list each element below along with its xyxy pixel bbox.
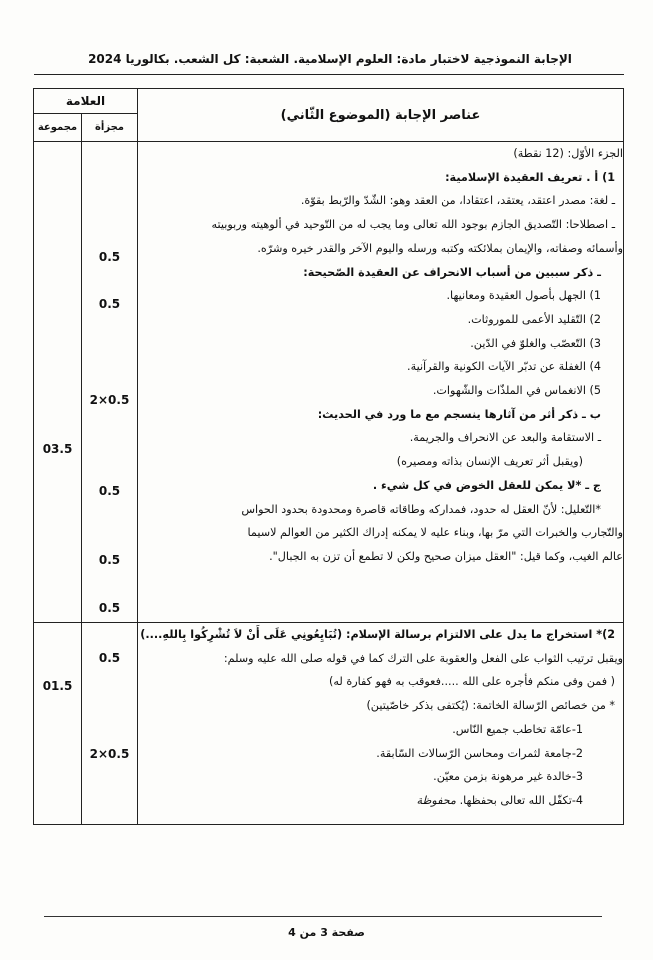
grade-header: العلامة bbox=[34, 89, 138, 114]
def-lang: ـ لغة: مصدر اعتقد، يعتقد، اعتقادا، من العقد وهو: الشّدّ والرّبط بقوّة. bbox=[300, 194, 615, 208]
mark: 2×0.5 bbox=[89, 747, 130, 761]
section1-content bbox=[138, 142, 624, 623]
answer-table bbox=[33, 88, 624, 825]
part-title: الجزء الأوّل: (12 نقطة) bbox=[513, 147, 623, 160]
handwritten-note: محفوظة bbox=[416, 793, 457, 807]
section2-partial-marks bbox=[82, 623, 138, 825]
footer-divider bbox=[44, 916, 602, 917]
section1-total bbox=[34, 142, 82, 623]
def-term-cont: وأسمائه وصفاته، والإيمان بملائكته وكتبه ورسله واليوم الآخر والقدر خيره وشرّه. bbox=[257, 241, 623, 255]
cause-1: 1) الجهل بأصول العقيدة ومعانيها. bbox=[446, 289, 601, 303]
section1-partial-marks bbox=[82, 142, 138, 623]
total-header: مجموعة bbox=[34, 114, 82, 142]
feature-4 bbox=[138, 789, 623, 813]
cause-4: 4) الغفلة عن تدبّر الآيات الكونية والقرآنية. bbox=[407, 360, 601, 374]
def-term: ـ اصطلاحا: التّصديق الجازم بوجود الله تعالى وما يجب له من التّوحيد في ألوهيته وربوبيته bbox=[211, 218, 615, 232]
mark: 0.5 bbox=[98, 297, 121, 311]
header-divider bbox=[34, 74, 624, 75]
section2-total bbox=[34, 623, 82, 825]
effect-1: ـ الاستقامة والبعد عن الانحراف والجريمة. bbox=[409, 431, 601, 445]
q2-title: 2)* استخراج ما يدل على الالتزام برسالة الإسلام: (تُبَايِعُونِي عَلَى أَنْ لاَ تُشْرِكُوا بِاللهِ....) bbox=[140, 628, 615, 641]
q1c-title: ج ـ *لا يمكن للعقل الخوض في كل شيء . bbox=[372, 478, 601, 492]
mark: 0.5 bbox=[98, 553, 121, 567]
q1a-title: 1) أ . تعريف العقيدة الإسلامية: bbox=[445, 170, 615, 184]
cause-3: 3) التّعصّب والغلوّ في الدّين. bbox=[470, 336, 601, 350]
cause-5: 5) الانغماس في الملذّات والشّهوات. bbox=[432, 384, 601, 398]
q2-alt: ويقبل ترتيب الثواب على الفعل والعقوبة على الترك كما في قوله صلى الله عليه وسلم: bbox=[223, 651, 623, 665]
mark: 0.5 bbox=[98, 651, 121, 665]
mark: 2×0.5 bbox=[89, 393, 130, 407]
mark: 0.5 bbox=[98, 601, 121, 615]
causes-title: ـ ذكر سببين من أسباب الانحراف عن العقيدة الصّحيحة: bbox=[303, 265, 601, 279]
feature-4-text: 4-تكفّل الله تعالى بحفظها. bbox=[459, 793, 583, 807]
feature-2: 2-جامعة لثمرات ومحاسن الرّسالات السّابقة. bbox=[376, 746, 583, 760]
effect-alt: (ويقبل أثر تعريف الإنسان بذاته ومصيره) bbox=[396, 455, 583, 469]
total-mark: 03.5 bbox=[42, 442, 73, 456]
answer-header: عناصر الإجابة (الموضوع الثّاني) bbox=[138, 89, 624, 142]
hadith-quote: ( فمن وفى منكم فأجره على الله .....فعوقب به فهو كفارة له) bbox=[329, 675, 615, 689]
page-header: الإجابة النموذجية لاختبار مادة: العلوم الإسلامية. الشعبة: كل الشعب. بكالوريا 2024 bbox=[88, 52, 572, 66]
cause-2: 2) التّقليد الأعمى للموروثات. bbox=[467, 312, 601, 326]
feature-3: 3-خالدة غير مرهونة بزمن معيّن. bbox=[433, 770, 583, 784]
mark: 0.5 bbox=[98, 250, 121, 264]
mark: 0.5 bbox=[98, 484, 121, 498]
total-mark: 01.5 bbox=[42, 679, 73, 693]
q1b-title: ب ـ ذكر أثر من آثارها ينسجم مع ما ورد في الحديث: bbox=[317, 407, 601, 421]
reasoning-2: والتّجارب والخبرات التي مرّ بها، وبناء عليه لا يمكنه إدراك الكثير من العوالم لاسيما bbox=[247, 526, 623, 540]
section2-content bbox=[138, 623, 624, 825]
page-number: صفحة 3 من 4 bbox=[288, 926, 365, 939]
partial-header: مجزأة bbox=[82, 114, 138, 142]
reasoning-1: *التّعليل: لأنّ العقل له حدود، فمداركه وطاقاته قاصرة ومحدودة بحدود الحواس bbox=[241, 502, 601, 516]
reasoning-3: عالم الغيب، وكما قيل: "العقل ميزان صحيح ولكن لا تطمع أن تزن به الجبال". bbox=[269, 549, 623, 563]
feature-1: 1-عامّة تخاطب جميع النّاس. bbox=[452, 722, 583, 736]
features-title: * من خصائص الرّسالة الخاتمة: (يُكتفى بذكر خاصّيتين) bbox=[366, 699, 615, 713]
